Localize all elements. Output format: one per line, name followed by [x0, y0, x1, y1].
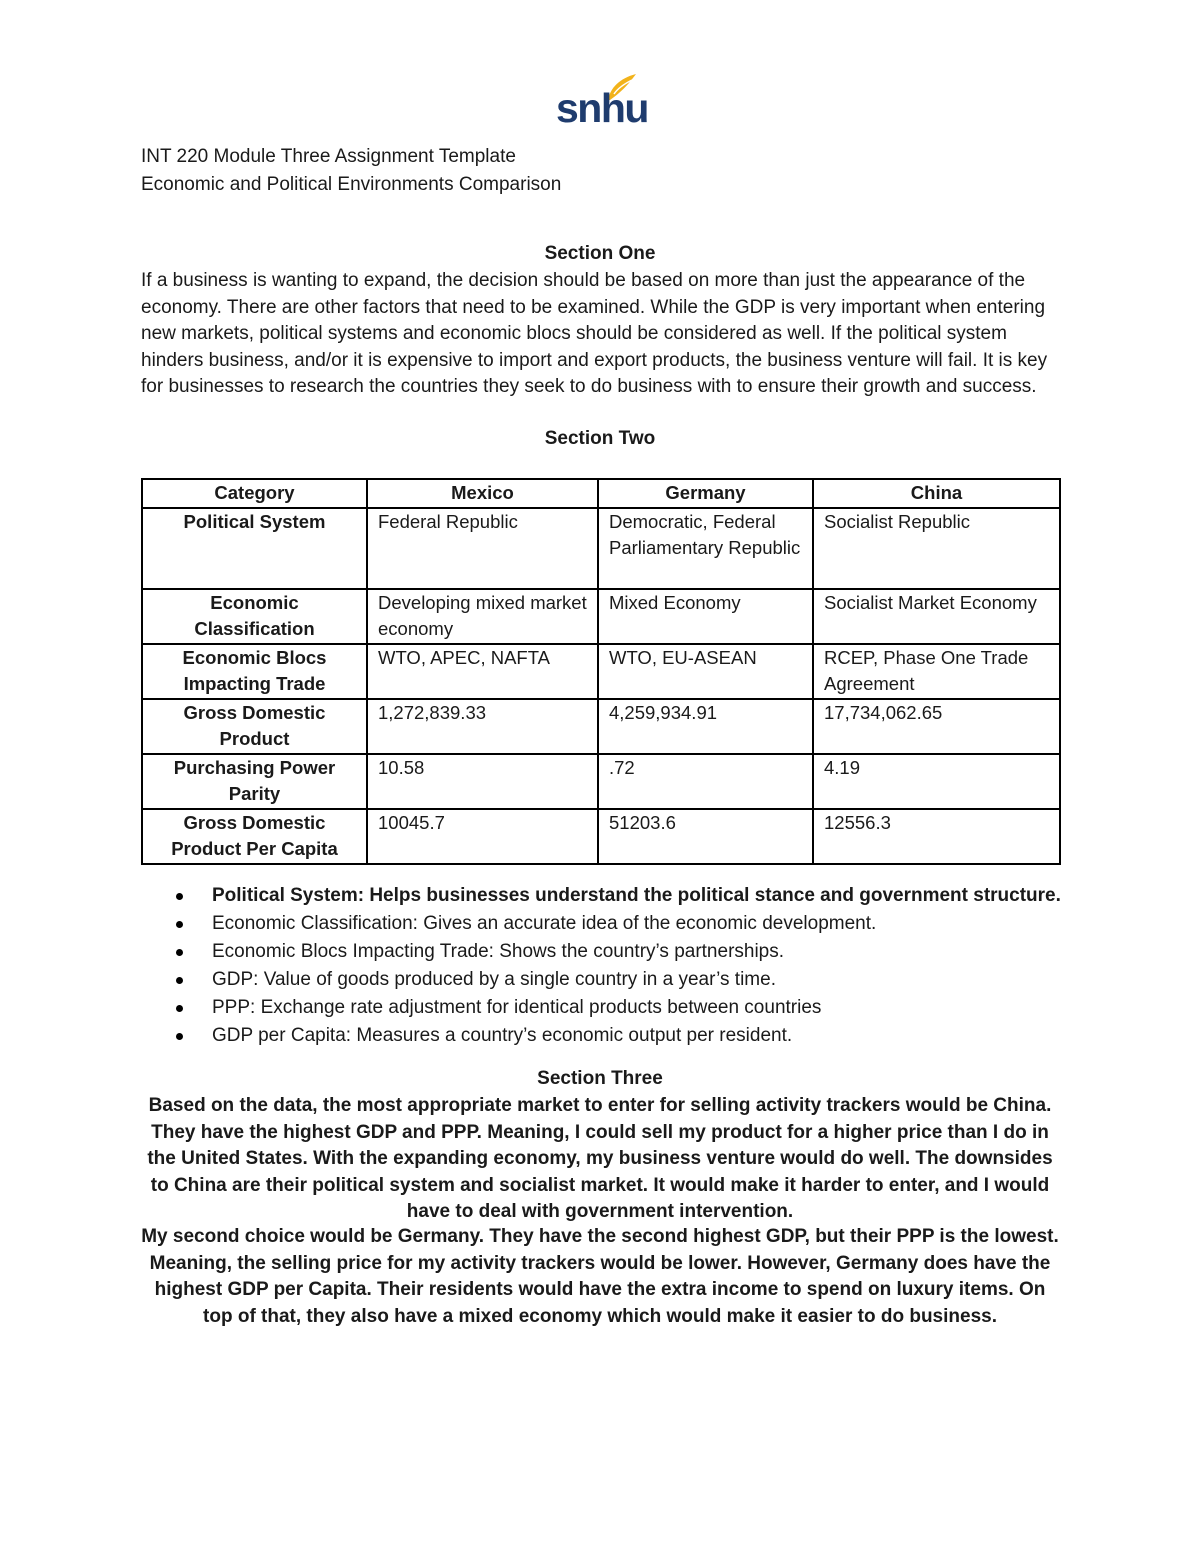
table-row — [142, 589, 1060, 644]
cell-china: 4.19 — [813, 754, 1060, 809]
list-item-text: PPP: Exchange rate adjustment for identical products between countries — [212, 997, 822, 1018]
table-row — [142, 699, 1060, 754]
list-item-text: GDP: Value of goods produced by a single country in a year’s time. — [212, 969, 776, 990]
cell-mexico: 10045.7 — [367, 809, 598, 864]
logo-wordmark: snhu — [556, 85, 648, 131]
list-item — [141, 994, 1059, 1022]
header-line-title: Economic and Political Environments Comparison — [141, 174, 562, 195]
row-category: Economic Classification — [142, 589, 367, 644]
table-row — [142, 508, 1060, 589]
header-mexico: Mexico — [367, 479, 598, 508]
list-item-text: Political System: Helps businesses understand the political stance and government structure. — [212, 885, 1061, 906]
bullet-icon — [176, 1005, 183, 1012]
list-item-text: Economic Classification: Gives an accurate idea of the economic development. — [212, 913, 877, 934]
bullet-icon — [176, 921, 183, 928]
header-category: Category — [142, 479, 367, 508]
cell-mexico: Developing mixed market economy — [367, 589, 598, 644]
list-item — [141, 966, 1059, 994]
snhu-logo — [556, 72, 648, 134]
cell-china: Socialist Republic — [813, 508, 1060, 589]
cell-germany: Mixed Economy — [598, 589, 813, 644]
list-item — [141, 938, 1059, 966]
cell-china: Socialist Market Economy — [813, 589, 1060, 644]
bullet-icon — [176, 977, 183, 984]
header-line-course: INT 220 Module Three Assignment Template — [141, 146, 516, 167]
cell-china: RCEP, Phase One Trade Agreement — [813, 644, 1060, 699]
cell-germany: Democratic, Federal Parliamentary Republic — [598, 508, 813, 589]
section-one-title: Section One — [544, 243, 656, 264]
table-header-row — [142, 479, 1060, 508]
section-two-title: Section Two — [544, 428, 656, 449]
row-category: Political System — [142, 508, 367, 589]
table-row — [142, 754, 1060, 809]
header-china: China — [813, 479, 1060, 508]
list-item — [141, 910, 1059, 938]
cell-germany: WTO, EU-ASEAN — [598, 644, 813, 699]
header-germany: Germany — [598, 479, 813, 508]
list-item-text: Economic Blocs Impacting Trade: Shows the country’s partnerships. — [212, 941, 785, 962]
section-three-paragraph-1: Based on the data, the most appropriate market to enter for selling activity trackers would be China. They have the highest GDP and PPP. Meaning, I could sell my product for a higher price than I do in the United States. With the expanding economy, my business venture would do well. The downsides to China are their political system and socialist market. It would make it harder to enter, and I would have to deal with government intervention. — [147, 1095, 1053, 1222]
list-item — [141, 882, 1059, 910]
list-item — [141, 1022, 1059, 1050]
cell-china: 17,734,062.65 — [813, 699, 1060, 754]
section-three-title: Section Three — [537, 1068, 663, 1089]
row-category: Gross Domestic Product Per Capita — [142, 809, 367, 864]
cell-germany: 51203.6 — [598, 809, 813, 864]
document-header — [141, 143, 561, 199]
section-three-paragraph-2: My second choice would be Germany. They have the second highest GDP, but their PPP is the lowest. Meaning, the selling price for my activity trackers would be lower. However, Germany does have the highest GDP per Capita. Their residents would have the extra income to spend on luxury items. On top of that, they also have a mixed economy which would make it easier to do business. — [141, 1226, 1059, 1327]
cell-mexico: 10.58 — [367, 754, 598, 809]
bullet-icon — [176, 893, 183, 900]
list-item-text: GDP per Capita: Measures a country’s economic output per resident. — [212, 1025, 793, 1046]
definitions-list — [141, 882, 1059, 1050]
row-category: Gross Domestic Product — [142, 699, 367, 754]
cell-germany: .72 — [598, 754, 813, 809]
table-row — [142, 644, 1060, 699]
cell-china: 12556.3 — [813, 809, 1060, 864]
bullet-icon — [176, 949, 183, 956]
cell-mexico: Federal Republic — [367, 508, 598, 589]
cell-mexico: 1,272,839.33 — [367, 699, 598, 754]
bullet-icon — [176, 1033, 183, 1040]
table-row — [142, 809, 1060, 864]
row-category: Purchasing Power Parity — [142, 754, 367, 809]
cell-germany: 4,259,934.91 — [598, 699, 813, 754]
comparison-table — [141, 478, 1061, 865]
row-category: Economic Blocs Impacting Trade — [142, 644, 367, 699]
section-one-body: If a business is wanting to expand, the decision should be based on more than just the appearance of the economy. There are other factors that need to be examined. While the GDP is very important when entering new markets, political systems and economic blocs should be considered as well. If the political system hinders business, and/or it is expensive to import and export products, the business venture will fail. It is key for businesses to research the countries they seek to do business with to ensure their growth and success. — [141, 270, 1048, 397]
cell-mexico: WTO, APEC, NAFTA — [367, 644, 598, 699]
